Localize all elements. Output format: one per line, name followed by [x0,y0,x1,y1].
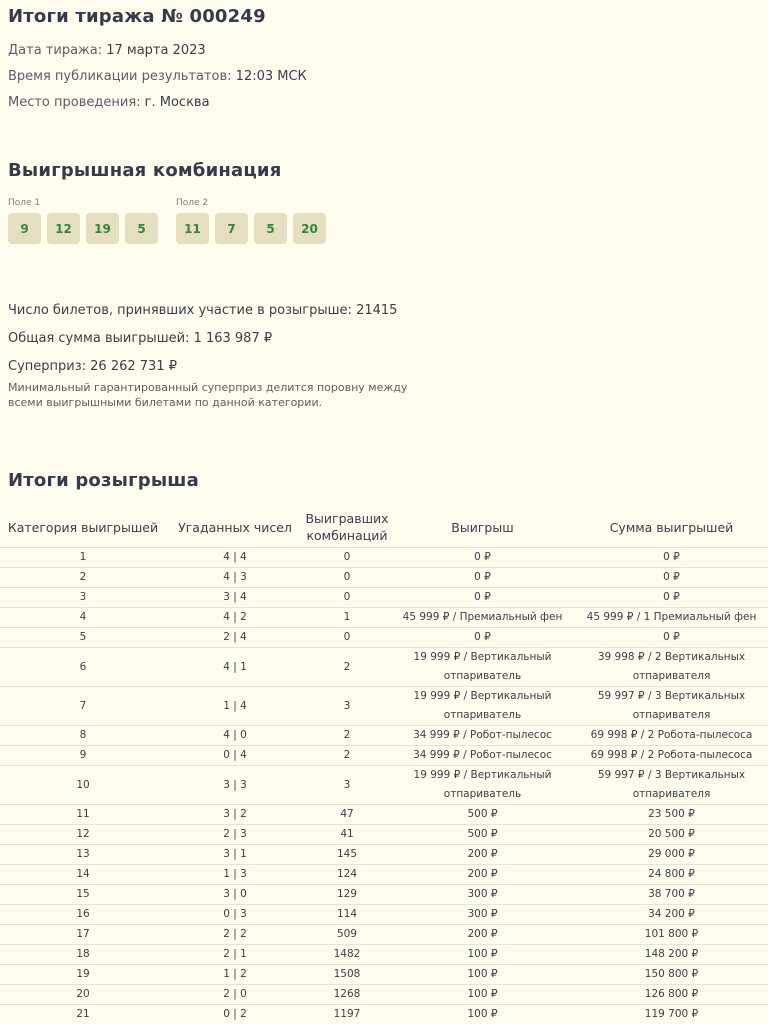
guessed-cell: 4 | 0 [166,726,304,746]
category-cell: 21 [0,1005,166,1024]
ball: 5 [125,213,158,244]
winners-cell: 0 [304,588,390,608]
sum-cell: 69 998 ₽ / 2 Робота-пылесоса [575,726,768,746]
winners-cell: 47 [304,805,390,825]
sum-cell: 126 800 ₽ [575,985,768,1005]
table-row [0,925,768,945]
table-row [0,648,768,687]
winners-cell: 1482 [304,945,390,965]
draw-place [8,95,210,110]
sum-cell: 34 200 ₽ [575,905,768,925]
sum-cell: 0 ₽ [575,628,768,648]
ball: 5 [254,213,287,244]
prize-cell: 19 999 ₽ / Вертикальный отпариватель [390,766,575,805]
winners-cell: 3 [304,766,390,805]
winners-cell: 1197 [304,1005,390,1024]
category-cell: 16 [0,905,166,925]
guessed-cell: 2 | 4 [166,628,304,648]
sum-cell: 45 999 ₽ / 1 Премиальный фен [575,608,768,628]
col-header-winners: Выигравших комбинаций [305,511,389,543]
page-title: Итоги тиража № 000249 [8,6,266,27]
publish-time [8,69,307,84]
winners-cell: 0 [304,628,390,648]
field1-balls [8,213,158,244]
superprize-value: 26 262 731 ₽ [90,359,177,374]
winners-cell: 41 [304,825,390,845]
guessed-cell: 3 | 3 [166,766,304,805]
prize-cell: 500 ₽ [390,805,575,825]
table-row [0,746,768,766]
category-cell: 10 [0,766,166,805]
guessed-cell: 3 | 0 [166,885,304,905]
combo-title: Выигрышная комбинация [8,160,282,181]
table-row [0,588,768,608]
table-row [0,945,768,965]
category-cell: 6 [0,648,166,687]
winners-cell: 2 [304,746,390,766]
category-cell: 8 [0,726,166,746]
results-title: Итоги розыгрыша [8,470,199,491]
publish-time-value: 12:03 МСК [235,69,307,84]
category-cell: 18 [0,945,166,965]
sum-cell: 24 800 ₽ [575,865,768,885]
guessed-cell: 4 | 4 [166,548,304,568]
winners-cell: 129 [304,885,390,905]
sum-cell: 148 200 ₽ [575,945,768,965]
col-header-sum: Сумма выигрышей [609,519,734,535]
col-header-category: Категория выигрышей [7,519,159,535]
prize-cell: 0 ₽ [390,568,575,588]
prize-cell: 500 ₽ [390,825,575,845]
field2-label: Поле 2 [176,198,209,208]
winners-cell: 1 [304,608,390,628]
prize-cell: 300 ₽ [390,905,575,925]
total-winnings-label: Общая сумма выигрышей: [8,331,190,346]
draw-place-value: г. Москва [144,95,210,110]
winners-cell: 509 [304,925,390,945]
winners-cell: 1508 [304,965,390,985]
prize-cell: 100 ₽ [390,985,575,1005]
category-cell: 14 [0,865,166,885]
sum-cell: 150 800 ₽ [575,965,768,985]
table-row [0,885,768,905]
prize-cell: 19 999 ₽ / Вертикальный отпариватель [390,648,575,687]
prize-cell: 0 ₽ [390,628,575,648]
category-cell: 2 [0,568,166,588]
category-cell: 19 [0,965,166,985]
prize-cell: 19 999 ₽ / Вертикальный отпариватель [390,687,575,726]
sum-cell: 0 ₽ [575,548,768,568]
total-winnings [8,331,272,346]
ball: 9 [8,213,41,244]
table-row [0,985,768,1005]
prize-cell: 34 999 ₽ / Робот-пылесос [390,746,575,766]
prize-cell: 34 999 ₽ / Робот-пылесос [390,726,575,746]
winners-cell: 2 [304,726,390,746]
category-cell: 17 [0,925,166,945]
prize-cell: 100 ₽ [390,945,575,965]
ball: 19 [86,213,119,244]
prize-cell: 200 ₽ [390,925,575,945]
guessed-cell: 1 | 3 [166,865,304,885]
winners-cell: 2 [304,648,390,687]
winners-cell: 145 [304,845,390,865]
sum-cell: 29 000 ₽ [575,845,768,865]
sum-cell: 0 ₽ [575,588,768,608]
category-cell: 13 [0,845,166,865]
category-cell: 12 [0,825,166,845]
guessed-cell: 2 | 3 [166,825,304,845]
prize-cell: 0 ₽ [390,588,575,608]
table-row [0,805,768,825]
guessed-cell: 0 | 4 [166,746,304,766]
guessed-cell: 3 | 2 [166,805,304,825]
superprize-note: Минимальный гарантированный суперприз делится поровну между всеми выигрышными билетами по данной категории. [8,381,408,409]
winners-cell: 0 [304,568,390,588]
category-cell: 11 [0,805,166,825]
guessed-cell: 3 | 4 [166,588,304,608]
draw-date-value: 17 марта 2023 [106,43,206,58]
table-row [0,687,768,726]
guessed-cell: 4 | 3 [166,568,304,588]
table-row [0,726,768,746]
guessed-cell: 2 | 1 [166,945,304,965]
sum-cell: 0 ₽ [575,568,768,588]
guessed-cell: 0 | 2 [166,1005,304,1024]
winners-cell: 124 [304,865,390,885]
guessed-cell: 4 | 1 [166,648,304,687]
prize-cell: 200 ₽ [390,865,575,885]
guessed-cell: 3 | 1 [166,845,304,865]
superprize [8,359,177,374]
draw-date-label: Дата тиража: [8,43,103,58]
category-cell: 5 [0,628,166,648]
guessed-cell: 4 | 2 [166,608,304,628]
sum-cell: 59 997 ₽ / 3 Вертикальных отпаривателя [575,687,768,726]
draw-place-label: Место проведения: [8,95,141,110]
winners-cell: 1268 [304,985,390,1005]
table-row [0,568,768,588]
table-row [0,825,768,845]
sum-cell: 59 997 ₽ / 3 Вертикальных отпаривателя [575,766,768,805]
prize-cell: 0 ₽ [390,548,575,568]
col-header-guessed: Угаданных чисел [178,519,292,535]
results-body [0,548,768,1024]
guessed-cell: 2 | 2 [166,925,304,945]
col-header-prize: Выигрыш [451,519,514,535]
table-row [0,845,768,865]
ball: 20 [293,213,326,244]
table-row [0,548,768,568]
prize-cell: 45 999 ₽ / Премиальный фен [390,608,575,628]
winners-cell: 3 [304,687,390,726]
sum-cell: 69 998 ₽ / 2 Робота-пылесоса [575,746,768,766]
results-table [0,507,768,1024]
prize-cell: 100 ₽ [390,1005,575,1024]
category-cell: 15 [0,885,166,905]
tickets-count [8,303,397,318]
ball: 12 [47,213,80,244]
sum-cell: 20 500 ₽ [575,825,768,845]
table-row [0,1005,768,1024]
prize-cell: 100 ₽ [390,965,575,985]
tickets-count-label: Число билетов, принявших участие в розыгрыше: [8,303,352,318]
table-row [0,965,768,985]
sum-cell: 39 998 ₽ / 2 Вертикальных отпаривателя [575,648,768,687]
field2-balls [176,213,326,244]
sum-cell: 119 700 ₽ [575,1005,768,1024]
publish-time-label: Время публикации результатов: [8,69,232,84]
tickets-count-value: 21415 [356,303,398,318]
guessed-cell: 2 | 0 [166,985,304,1005]
sum-cell: 101 800 ₽ [575,925,768,945]
prize-cell: 300 ₽ [390,885,575,905]
guessed-cell: 0 | 3 [166,905,304,925]
draw-date [8,43,206,58]
category-cell: 7 [0,687,166,726]
table-row [0,905,768,925]
category-cell: 9 [0,746,166,766]
table-row [0,865,768,885]
prize-cell: 200 ₽ [390,845,575,865]
total-winnings-value: 1 163 987 ₽ [193,331,273,346]
table-row [0,608,768,628]
winners-cell: 0 [304,548,390,568]
category-cell: 3 [0,588,166,608]
ball: 11 [176,213,209,244]
table-row [0,628,768,648]
table-row [0,766,768,805]
guessed-cell: 1 | 2 [166,965,304,985]
sum-cell: 23 500 ₽ [575,805,768,825]
guessed-cell: 1 | 4 [166,687,304,726]
ball: 7 [215,213,248,244]
category-cell: 4 [0,608,166,628]
superprize-label: Суперприз: [8,359,87,374]
category-cell: 20 [0,985,166,1005]
category-cell: 1 [0,548,166,568]
winners-cell: 114 [304,905,390,925]
field1-label: Поле 1 [8,198,41,208]
sum-cell: 38 700 ₽ [575,885,768,905]
